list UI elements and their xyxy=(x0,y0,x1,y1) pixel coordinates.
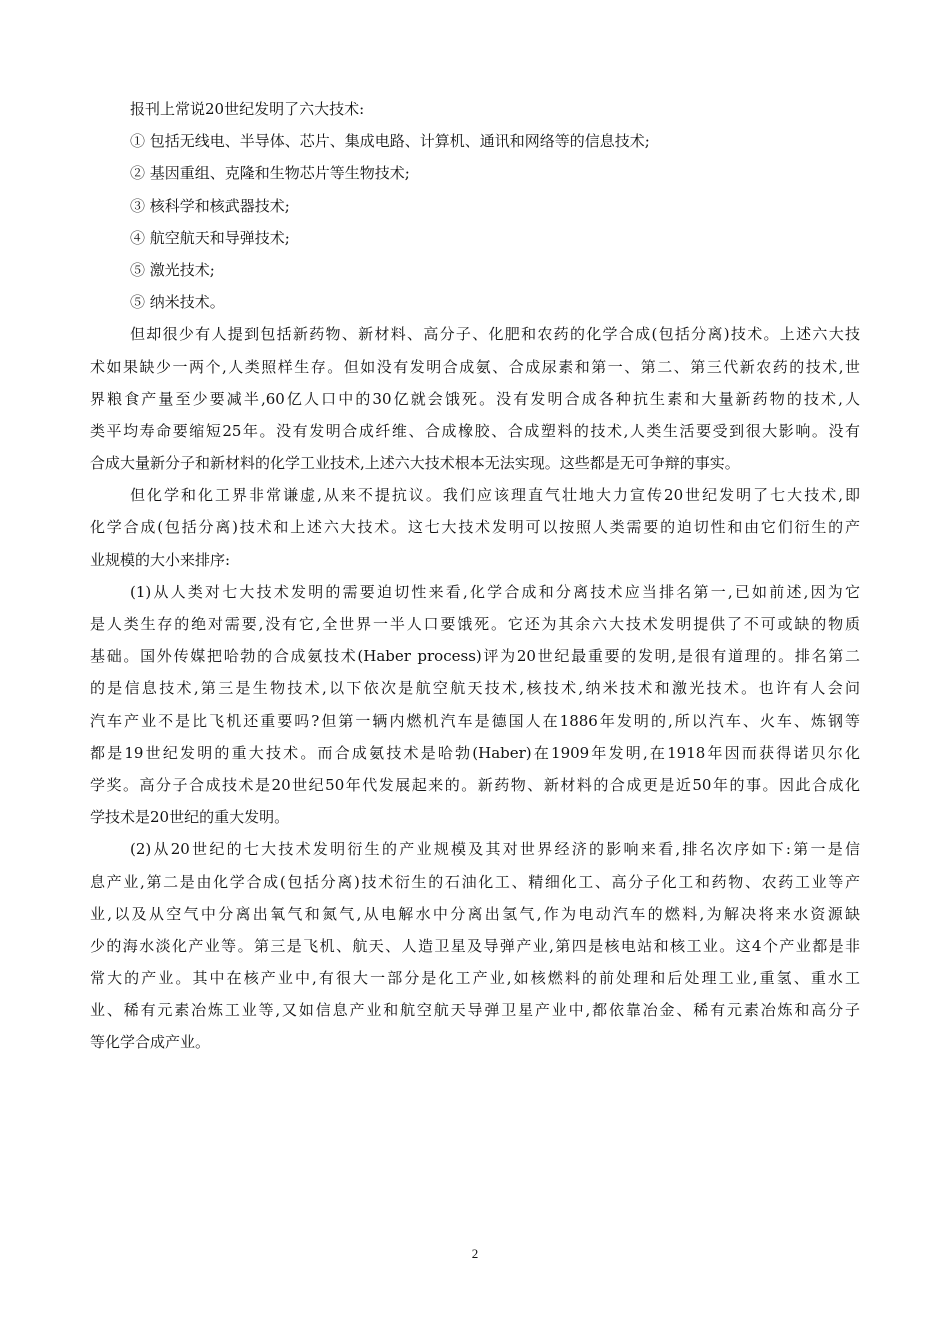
list-item: ① 包括无线电、半导体、芯片、集成电路、计算机、通讯和网络等的信息技术; xyxy=(130,132,650,151)
paragraph-line: 学技术是20世纪的重大发明。 xyxy=(90,808,290,827)
paragraph-line: 业、稀有元素冶炼工业等,又如信息产业和航空航天导弹卫星产业中,都依靠冶金、稀有元素冶炼和高分子 xyxy=(90,1001,860,1020)
paragraph-line: 业规模的大小来排序: xyxy=(90,550,231,569)
paragraph-line: 等化学合成产业。 xyxy=(90,1033,211,1052)
paragraph-line: 常大的产业。其中在核产业中,有很大一部分是化工产业,如核燃料的前处理和后处理工业,重氢、重水工 xyxy=(90,969,860,988)
tech-list xyxy=(90,125,860,318)
paragraph-line: 都是19世纪发明的重大技术。而合成氨技术是哈勃(Haber)在1909年发明,在1918年因而获得诺贝尔化 xyxy=(90,743,860,762)
document-body xyxy=(90,93,860,1059)
paragraph-line: 但却很少有人提到包括新药物、新材料、高分子、化肥和农药的化学合成(包括分离)技术。上述六大技 xyxy=(130,325,860,344)
paragraph-line: 合成大量新分子和新材料的化学工业技术,上述六大技术根本无法实现。这些都是无可争辩的事实。 xyxy=(90,454,740,473)
paragraph-line: 类平均寿命要缩短25年。没有发明合成纤维、合成橡胶、合成塑料的技术,人类生活要受到很大影响。没有 xyxy=(90,421,860,440)
paragraph-line: 界粮食产量至少要减半,60亿人口中的30亿就会饿死。没有发明合成各种抗生素和大量新药物的技术,人 xyxy=(90,389,860,408)
paragraph-line: 息产业,第二是由化学合成(包括分离)技术衍生的石油化工、精细化工、高分子化工和药物、农药工业等产 xyxy=(90,872,860,891)
paragraph-ranking-urgency xyxy=(90,576,860,834)
paragraph-seven-technologies xyxy=(90,479,860,576)
paragraph-line: (2)从20世纪的七大技术发明衍生的产业规模及其对世界经济的影响来看,排名次序如下:第一是信 xyxy=(130,840,860,859)
paragraph-chemistry-importance xyxy=(90,318,860,479)
paragraph-line: 学奖。高分子合成技术是20世纪50年代发展起来的。新药物、新材料的合成更是近50年的事。因此合成化 xyxy=(90,775,860,794)
list-item: ② 基因重组、克隆和生物芯片等生物技术; xyxy=(130,164,410,183)
paragraph-line: 术如果缺少一两个,人类照样生存。但如没有发明合成氨、合成尿素和第一、第二、第三代新农药的技术,世 xyxy=(90,357,860,376)
paragraph-ranking-industry xyxy=(90,833,860,1058)
list-item: ③ 核科学和核武器技术; xyxy=(130,196,290,215)
paragraph-line: 基础。国外传媒把哈勃的合成氨技术(Haber process)评为20世纪最重要的发明,是很有道理的。排名第二 xyxy=(90,647,860,666)
list-item: ④ 航空航天和导弹技术; xyxy=(130,228,290,247)
paragraph-line: 少的海水淡化产业等。第三是飞机、航天、人造卫星及导弹产业,第四是核电站和核工业。这4个产业都是非 xyxy=(90,936,860,955)
paragraph-line: 汽车产业不是比飞机还重要吗?但第一辆内燃机汽车是德国人在1886年发明的,所以汽车、火车、炼钢等 xyxy=(90,711,860,730)
list-item: ⑤ 激光技术; xyxy=(130,260,215,279)
list-item: ⑤ 纳米技术。 xyxy=(130,293,225,312)
page-number: 2 xyxy=(471,1246,479,1261)
intro-line: 报刊上常说20世纪发明了六大技术: xyxy=(130,100,365,118)
paragraph-line: 业,以及从空气中分离出氧气和氮气,从电解水中分离出氢气,作为电动汽车的燃料,为解决将来水资源缺 xyxy=(90,904,860,923)
paragraph-line: 但化学和化工界非常谦虚,从来不提抗议。我们应该理直气壮地大力宣传20世纪发明了七大技术,即 xyxy=(130,486,860,505)
paragraph-line: 的是信息技术,第三是生物技术,以下依次是航空航天技术,核技术,纳米技术和激光技术。也许有人会问 xyxy=(90,679,860,698)
paragraph-line: (1)从人类对七大技术发明的需要迫切性来看,化学合成和分离技术应当排名第一,已如前述,因为它 xyxy=(130,582,860,601)
paragraph-line: 是人类生存的绝对需要,没有它,全世界一半人口要饿死。它还为其余六大技术发明提供了不可或缺的物质 xyxy=(90,615,860,633)
paragraph-line: 化学合成(包括分离)技术和上述六大技术。这七大技术发明可以按照人类需要的迫切性和由它们衍生的产 xyxy=(90,518,860,537)
